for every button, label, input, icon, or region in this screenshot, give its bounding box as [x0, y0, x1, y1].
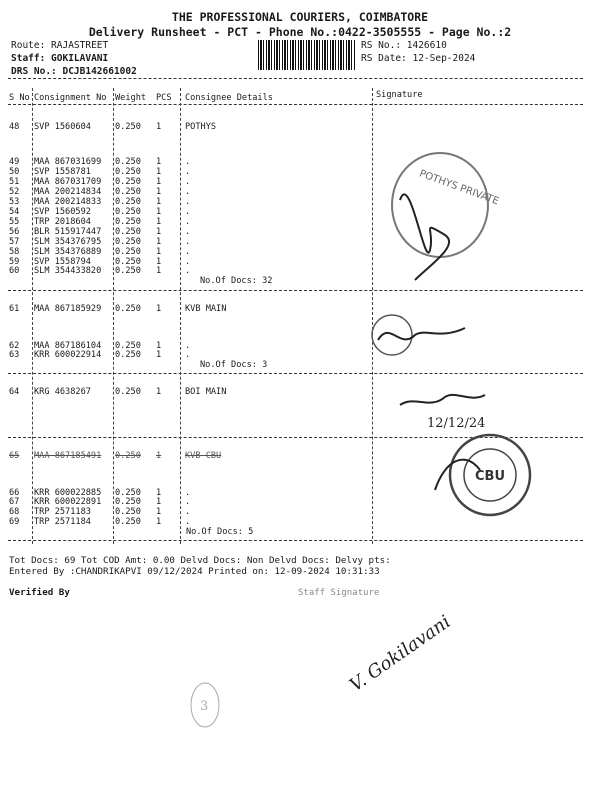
row-consignment: TRP 2018604	[34, 217, 91, 227]
row-consignment: MAA 867031699	[34, 157, 102, 167]
row-details: .	[185, 257, 191, 267]
staff-label: Staff: GOKILAVANI	[11, 53, 109, 64]
row-pcs: 1	[156, 227, 162, 237]
rs-number: RS No.: 1426610	[361, 40, 447, 51]
row-consignment: SLM 354376795	[34, 237, 102, 247]
row-sno: 63	[9, 350, 20, 360]
staff-signature-label: Staff Signature	[298, 588, 380, 598]
row-sno: 59	[9, 257, 20, 267]
row-sno: 51	[9, 177, 20, 187]
row-consignment: KRG 4638267	[34, 387, 91, 397]
group-divider	[8, 373, 583, 374]
column-header-divider	[8, 104, 583, 105]
row-pcs: 1	[156, 497, 162, 507]
row-pcs: 1	[156, 197, 162, 207]
row-weight: 0.250	[115, 122, 141, 132]
row-sno: 62	[9, 341, 20, 351]
row-pcs: 1	[156, 187, 162, 197]
group-divider	[8, 290, 583, 291]
row-pcs: 1	[156, 237, 162, 247]
row-weight: 0.250	[115, 217, 141, 227]
row-sno: 48	[9, 122, 20, 132]
row-weight: 0.250	[115, 451, 141, 461]
col-header-weight: Weight	[115, 93, 147, 103]
row-details: POTHYS	[185, 122, 217, 132]
row-weight: 0.250	[115, 237, 141, 247]
stamp-text: CBU	[475, 469, 506, 484]
row-details: .	[185, 217, 191, 227]
col-header-details: Consignee Details	[185, 93, 273, 103]
row-pcs: 1	[156, 266, 162, 276]
row-sno: 68	[9, 507, 20, 517]
entered-by-line: Entered By :CHANDRIKAPVI 09/12/2024 Printed on: 12-09-2024 10:31:33	[9, 566, 380, 577]
row-details: .	[185, 227, 191, 237]
row-consignment: SVP 1560604	[34, 122, 91, 132]
row-weight: 0.250	[115, 488, 141, 498]
row-sno: 65	[9, 451, 20, 461]
row-consignment: BLR 515917447	[34, 227, 102, 237]
row-sno: 69	[9, 517, 20, 527]
row-details: BOI MAIN	[185, 387, 227, 397]
row-weight: 0.250	[115, 157, 141, 167]
row-sno: 54	[9, 207, 20, 217]
row-pcs: 1	[156, 122, 162, 132]
row-weight: 0.250	[115, 350, 141, 360]
row-consignment: TRP 2571184	[34, 517, 91, 527]
group-divider	[8, 540, 583, 541]
pothys-stamp-signature	[370, 140, 501, 290]
row-consignment: MAA 200214834	[34, 187, 102, 197]
row-pcs: 1	[156, 488, 162, 498]
route-label: Route: RAJASTREET	[11, 40, 109, 51]
row-sno: 56	[9, 227, 20, 237]
row-sno: 61	[9, 304, 20, 314]
row-pcs: 1	[156, 350, 162, 360]
row-details: KVB MAIN	[185, 304, 227, 314]
row-pcs: 1	[156, 157, 162, 167]
row-weight: 0.250	[115, 387, 141, 397]
row-sno: 55	[9, 217, 20, 227]
page-mark-text: 3	[200, 699, 209, 714]
col-header-sno: S No	[9, 93, 30, 103]
row-details: .	[185, 497, 191, 507]
row-details: .	[185, 237, 191, 247]
totals-line: Tot Docs: 69 Tot COD Amt: 0.00 Delvd Docs: Non Delvd Docs: Delvy pts:	[9, 555, 391, 566]
col-header-signature: Signature	[376, 90, 423, 100]
row-sno: 52	[9, 187, 20, 197]
row-weight: 0.250	[115, 304, 141, 314]
row-pcs: 1	[156, 304, 162, 314]
row-weight: 0.250	[115, 177, 141, 187]
row-pcs: 1	[156, 167, 162, 177]
row-consignment: SVP 1558794	[34, 257, 91, 267]
row-details: .	[185, 167, 191, 177]
row-pcs: 1	[156, 247, 162, 257]
row-details: .	[185, 157, 191, 167]
row-details: .	[185, 247, 191, 257]
row-pcs: 1	[156, 387, 162, 397]
bottom-signature	[345, 585, 455, 697]
docs-count: No.Of Docs: 5	[186, 527, 254, 537]
row-weight: 0.250	[115, 207, 141, 217]
row-details: .	[185, 350, 191, 360]
row-weight: 0.250	[115, 197, 141, 207]
col-divider-3	[180, 88, 181, 544]
rs-date: RS Date: 12-Sep-2024	[361, 53, 476, 64]
row-consignment: MAA 867185491	[34, 451, 102, 461]
row-consignment: MAA 867031709	[34, 177, 102, 187]
runsheet-subtitle: Delivery Runsheet - PCT - Phone No.:0422-3505555 - Page No.:2	[88, 25, 512, 39]
row-consignment: SLM 354433820	[34, 266, 102, 276]
row-consignment: TRP 2571183	[34, 507, 91, 517]
row-sno: 49	[9, 157, 20, 167]
row-details: .	[185, 207, 191, 217]
row-sno: 60	[9, 266, 20, 276]
stamp-text: POTHYS PRIVATE	[417, 168, 501, 208]
row-consignment: KRR 600022885	[34, 488, 102, 498]
row-details: .	[185, 197, 191, 207]
col-header-consignment: Consignment No	[34, 93, 107, 103]
page-circle-mark	[185, 680, 225, 730]
row-details: .	[185, 517, 191, 527]
row-weight: 0.250	[115, 507, 141, 517]
row-details: .	[185, 507, 191, 517]
row-sno: 50	[9, 167, 20, 177]
row-pcs: 1	[156, 517, 162, 527]
row-details: .	[185, 488, 191, 498]
col-divider-2	[113, 88, 114, 544]
verified-by-label: Verified By	[9, 587, 70, 598]
row-pcs: 1	[156, 257, 162, 267]
row-consignment: KRR 600022891	[34, 497, 102, 507]
row-sno: 66	[9, 488, 20, 498]
kvb-stamp	[425, 430, 540, 525]
row-pcs: 1	[156, 451, 162, 461]
row-sno: 58	[9, 247, 20, 257]
row-consignment: SVP 1560592	[34, 207, 91, 217]
drs-label: DRS No.: DCJB142661002	[11, 66, 137, 77]
row-pcs: 1	[156, 207, 162, 217]
row-pcs: 1	[156, 507, 162, 517]
row-consignment: SLM 354376889	[34, 247, 102, 257]
row-weight: 0.250	[115, 497, 141, 507]
row-weight: 0.250	[115, 227, 141, 237]
signature-text: V. Gokilavani	[345, 611, 455, 697]
row-weight: 0.250	[115, 167, 141, 177]
docs-count: No.Of Docs: 3	[200, 360, 268, 370]
row-details: .	[185, 266, 191, 276]
row-consignment: MAA 200214833	[34, 197, 102, 207]
row-weight: 0.250	[115, 187, 141, 197]
row-sno: 67	[9, 497, 20, 507]
col-divider-1	[32, 88, 33, 544]
row-weight: 0.250	[115, 257, 141, 267]
row-sno: 64	[9, 387, 20, 397]
row-weight: 0.250	[115, 247, 141, 257]
row-details: .	[185, 341, 191, 351]
docs-count: No.Of Docs: 32	[200, 276, 273, 286]
row-sno: 57	[9, 237, 20, 247]
row-sno: 53	[9, 197, 20, 207]
company-title: THE PROFESSIONAL COURIERS, COIMBATORE	[171, 10, 429, 24]
row-details: .	[185, 187, 191, 197]
col-header-pcs: PCS	[156, 93, 172, 103]
row-consignment: MAA 867185929	[34, 304, 102, 314]
row-weight: 0.250	[115, 341, 141, 351]
sig-date: 12/12/24	[427, 416, 486, 431]
row-weight: 0.250	[115, 266, 141, 276]
row-pcs: 1	[156, 341, 162, 351]
group4-signature	[370, 310, 480, 365]
row-weight: 0.250	[115, 517, 141, 527]
header-divider	[8, 78, 583, 79]
row-consignment: KRR 600022914	[34, 350, 102, 360]
row-pcs: 1	[156, 217, 162, 227]
row-details: .	[185, 177, 191, 187]
row-consignment: SVP 1558781	[34, 167, 91, 177]
row-pcs: 1	[156, 177, 162, 187]
row-details: KVB CBU	[185, 451, 222, 461]
row-consignment: MAA 867186104	[34, 341, 102, 351]
barcode	[258, 40, 356, 70]
